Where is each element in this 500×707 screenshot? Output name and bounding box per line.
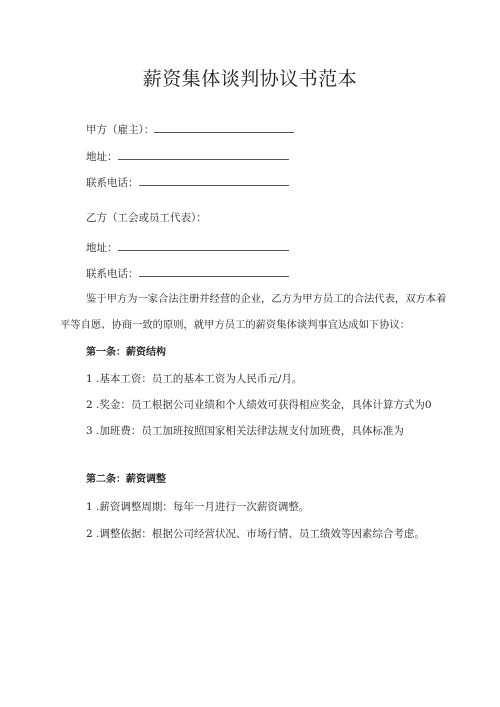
article-1-heading: 第一条：薪资结构 <box>86 347 166 358</box>
party-b-phone-label: 联系电话： <box>86 268 139 280</box>
preamble-line-1: 鉴于甲方为一家合法注册并经营的企业，乙方为甲方员工的合法代表，双方本着 <box>86 293 447 305</box>
party-b-address-blank <box>118 239 289 251</box>
article-1-item-3: 3 .加班费：员工加班按照国家相关法律法规支付加班费，具体标准为 <box>86 425 404 437</box>
party-a-address-blank <box>118 148 289 160</box>
article-1-item-2: 2 .奖金：员工根据公司业绩和个人绩效可获得相应奖金，具体计算方式为0 <box>86 399 432 411</box>
party-b-address-line <box>86 239 289 255</box>
article-1-item-1: 1 .基本工资：员工的基本工资为人民币元/月。 <box>86 373 303 385</box>
party-a-phone-label: 联系电话： <box>86 177 139 189</box>
article-2-heading: 第二条：薪资调整 <box>86 474 166 485</box>
document-title: 薪资集体谈判协议书范本 <box>142 68 358 90</box>
party-a-address-line <box>86 148 289 164</box>
article-2-item-2: 2 .调整依据：根据公司经营状况、市场行情、员工绩效等因素综合考虑。 <box>86 528 425 540</box>
party-a-label: 甲方（雇主）： <box>86 124 155 136</box>
party-a-line <box>86 121 294 137</box>
preamble-line-2: 平等自愿、协商一致的原则，就甲方员工的薪资集体谈判事宜达成如下协议： <box>60 319 411 331</box>
party-a-phone-blank <box>139 174 289 186</box>
party-b-phone-line <box>86 265 289 281</box>
party-a-name-blank <box>154 121 294 133</box>
party-a-address-label: 地址： <box>86 151 118 163</box>
article-2-item-1: 1 .薪资调整周期：每年一月进行一次薪资调整。 <box>86 501 310 513</box>
party-b-address-label: 地址： <box>86 242 118 254</box>
party-a-phone-line <box>86 174 289 190</box>
party-b-line <box>86 211 207 225</box>
party-b-phone-blank <box>139 265 289 277</box>
party-b-label: 乙方（工会或员工代表）： <box>86 212 207 224</box>
